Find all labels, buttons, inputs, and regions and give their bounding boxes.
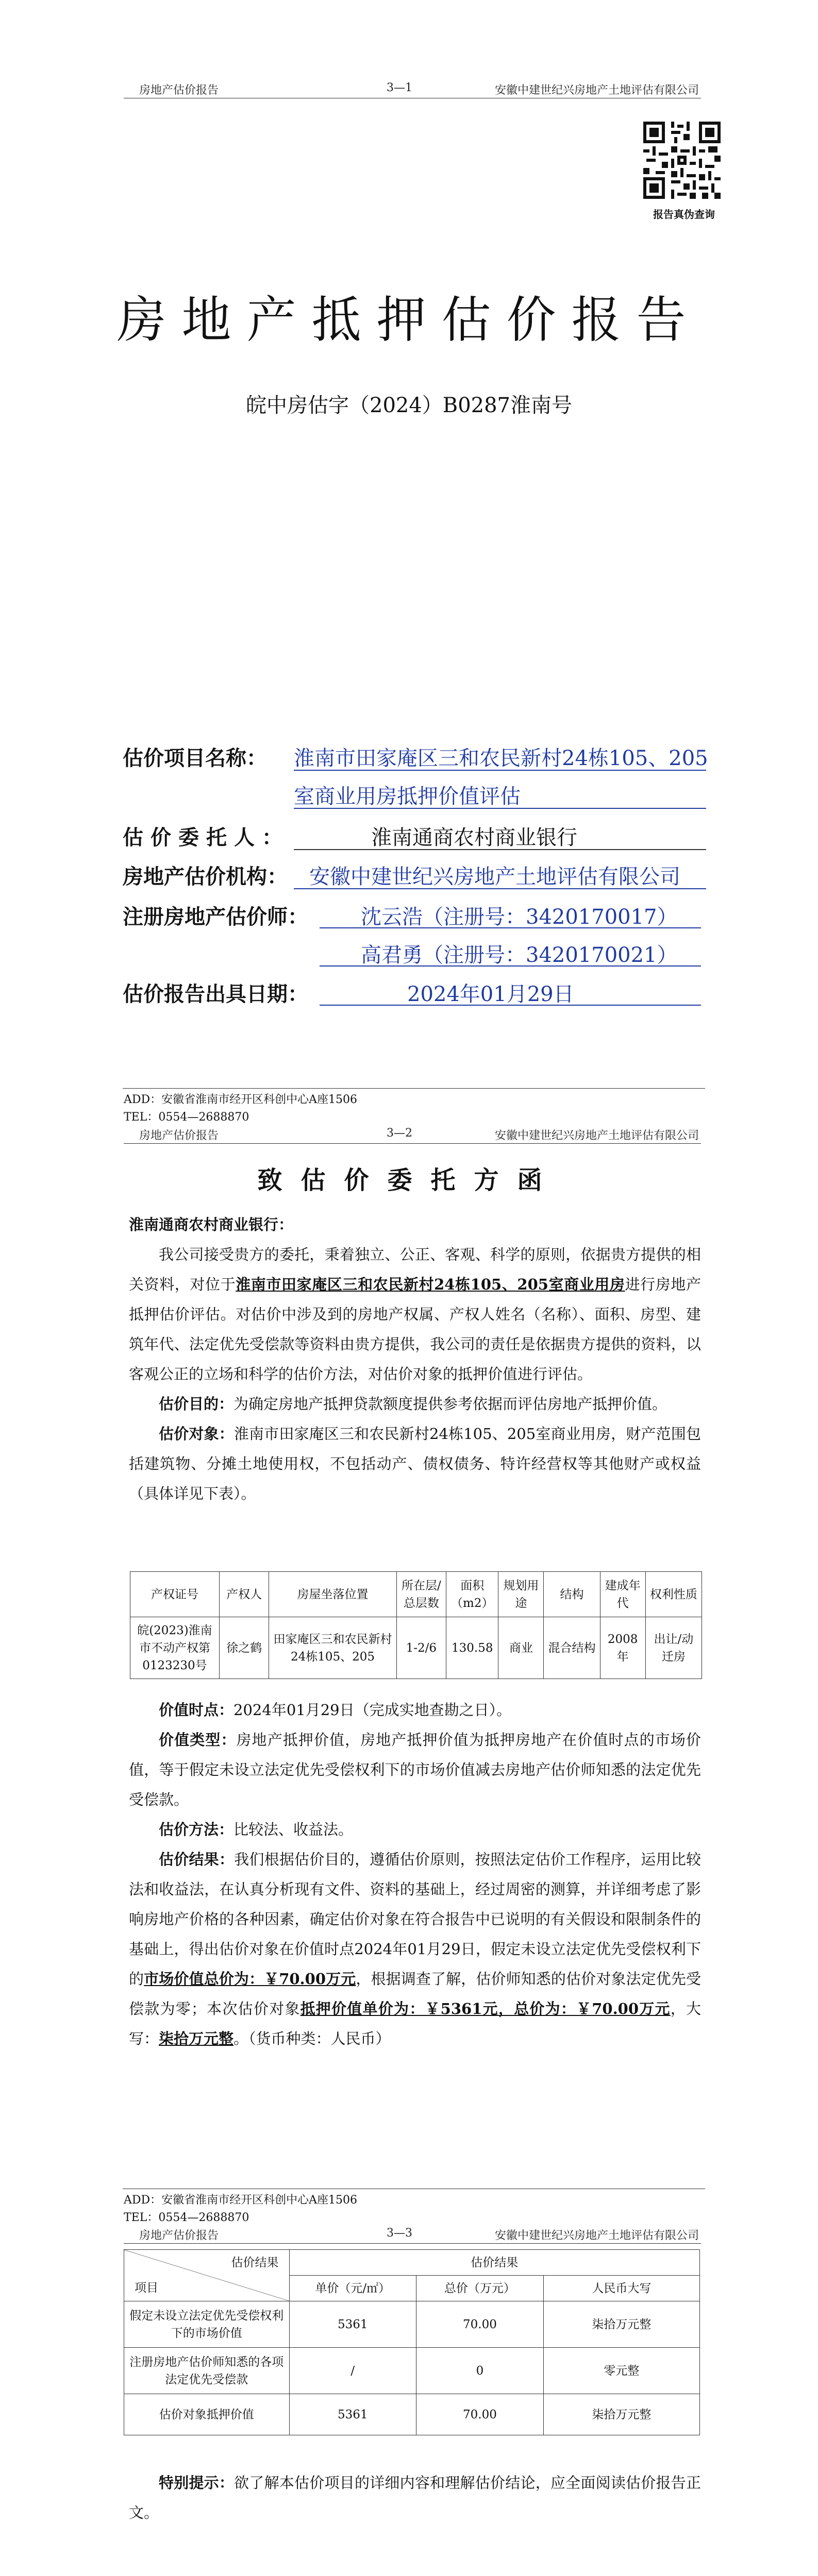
type-paragraph: 价值类型：房地产抵押价值，房地产抵押价值为抵押房地产在价值时点的市场价值，等于假定未设立法定优先受偿权利下的市场价值减去房地产估价师知悉的法定优先受偿款。: [129, 1731, 701, 1808]
table-cell: 商业: [498, 1617, 544, 1679]
property-table: [130, 1571, 702, 1679]
footer-1: [124, 1091, 357, 1126]
table-cell: 130.58: [446, 1617, 498, 1679]
project-label: 估价项目名称：: [123, 746, 267, 770]
table-cell: 柒拾万元整: [543, 2301, 699, 2348]
qr-code-icon[interactable]: [643, 122, 721, 199]
header-left: 房地产估价报告: [139, 1129, 219, 1142]
table-header: 规划用途: [498, 1572, 544, 1617]
footer-tel: TEL：0554—2688870: [124, 1111, 249, 1124]
cover-title: 房地产抵押估价报告: [116, 291, 702, 349]
table-header: 人民币大写: [543, 2276, 699, 2301]
client-value: 淮南通商农村商业银行: [371, 826, 577, 850]
header-right: 安徽中建世纪兴房地产土地评估有限公司: [495, 84, 699, 97]
project-value-line2: 室商业用房抵押价值评估: [294, 785, 521, 808]
header-rule: [124, 1143, 701, 1144]
table-cell: 柒拾万元整: [543, 2394, 699, 2435]
footer-2: [124, 2192, 357, 2227]
market-value: 市场价值总价为：￥70.00万元: [144, 1970, 356, 1988]
date-underline: [320, 1005, 701, 1006]
table-cell: 2008年: [600, 1617, 645, 1679]
table-cell: 假定未设立法定优先受偿权利下的市场价值: [124, 2301, 290, 2348]
table-cell: 70.00: [416, 2394, 544, 2435]
header-right: 安徽中建世纪兴房地产土地评估有限公司: [495, 1129, 699, 1142]
qr-caption: 报告真伪查询: [653, 208, 715, 221]
project-underline-1: [294, 770, 706, 771]
result-table: [124, 2249, 700, 2435]
table-header: 总价（万元）: [416, 2276, 544, 2301]
table-row: [124, 2348, 700, 2394]
table-header: 单价（元/㎡）: [289, 2276, 416, 2301]
table-cell: 5361: [289, 2394, 416, 2435]
group-header: 估价结果: [289, 2250, 700, 2276]
table-cell: 估价对象抵押价值: [124, 2394, 290, 2435]
table-cell: 1-2/6: [396, 1617, 446, 1679]
agency-value: 安徽中建世纪兴房地产土地评估有限公司: [309, 865, 680, 889]
table-cell: 0: [416, 2348, 544, 2394]
table-header: 产权人: [219, 1572, 269, 1617]
table-cell: 田家庵区三和农民新村24栋105、205: [269, 1617, 396, 1679]
table-cell: 徐之鹤: [219, 1617, 269, 1679]
table-header-row: [130, 1572, 702, 1617]
object-paragraph: 估价对象：淮南市田家庵区三和农民新村24栋105、205室商业用房，财产范围包括建筑物、分摊土地使用权，不包括动产、债权债务、特许经营权等其他财产或权益（具体详见下表）。: [129, 1425, 701, 1502]
footer-address: ADD：安徽省淮南市经开区科创中心A座1506: [124, 2194, 358, 2207]
time-paragraph: 价值时点：2024年01月29日（完成实地查勘之日）。: [159, 1701, 512, 1719]
header-rule: [124, 2243, 701, 2244]
header-left: 房地产估价报告: [139, 84, 219, 97]
table-cell: 5361: [289, 2301, 416, 2348]
result-paragraph: 估价结果：我们根据估价目的，遵循估价原则，按照法定估价工作程序，运用比较法和收益法，在认真分析现有文件、资料的基础上，经过周密的测算，并详细考虑了影响房地产价格的各种因素，确定估价对象在符合报告中已说明的有关假设和限制条件的基础上，得出估价对象在价值时点2024年01月29日，假定未设立法定优先受偿权利下的市场价值总价为：￥70.00万元，根据调查了解，估价师知悉的估价对象法定优先受偿款为零；本次估价对象抵押价值单价为：￥5361元，总价为：￥70.00万元，大写：柒拾万元整。（货币种类：人民币）: [129, 1851, 701, 2047]
header-right: 安徽中建世纪兴房地产土地评估有限公司: [495, 2229, 699, 2242]
table-cell: 注册房地产估价师知悉的各项法定优先受偿款: [124, 2348, 290, 2394]
agency-label: 房地产估价机构：: [123, 865, 288, 889]
diag-top-label: 估价结果: [231, 2256, 279, 2269]
appraiser-1: 沈云浩（注册号：3420170017）: [361, 905, 678, 929]
letter-body-2: [129, 1695, 701, 2054]
table-header: 权利性质: [645, 1572, 702, 1617]
client-underline: [294, 849, 706, 850]
footer-tel: TEL：0554—2688870: [124, 2211, 249, 2224]
property-address: 淮南市田家庵区三和农民新村24栋105、205室商业用房: [236, 1276, 625, 1293]
page-number: 3—3: [387, 2227, 412, 2240]
amount-in-words: 柒拾万元整: [159, 2030, 234, 2047]
client-label: 估价委托人：: [123, 825, 290, 850]
table-header: 产权证号: [130, 1572, 220, 1617]
letter-body-1: [129, 1210, 701, 1509]
table-cell: /: [289, 2348, 416, 2394]
project-underline-2: [294, 808, 706, 809]
page-number: 3—2: [387, 1127, 412, 1140]
table-header: 建成年代: [600, 1572, 645, 1617]
table-header: 所在层/总层数: [396, 1572, 446, 1617]
appraiser-2: 高君勇（注册号：3420170021）: [361, 943, 678, 967]
table-cell: 70.00: [416, 2301, 544, 2348]
page-number: 3—1: [387, 81, 412, 94]
header-left: 房地产估价报告: [139, 2229, 219, 2242]
project-value-line1: 淮南市田家庵区三和农民新村24栋105、205: [294, 747, 708, 770]
diagonal-header-cell: [124, 2250, 290, 2301]
table-cell: 零元整: [543, 2348, 699, 2394]
footer-rule-1: [123, 1088, 705, 1089]
appraiser-underline-1: [320, 927, 701, 928]
diag-bottom-label: 项目: [135, 2281, 158, 2295]
agency-underline: [294, 888, 706, 889]
table-header: 结构: [544, 1572, 600, 1617]
date-label: 估价报告出具日期：: [123, 982, 308, 1006]
appraiser-underline-2: [320, 965, 701, 967]
table-header-row: [124, 2250, 700, 2276]
table-row: [124, 2301, 700, 2348]
mortgage-value: 抵押价值单价为：￥5361元，总价为：￥70.00万元: [300, 2000, 671, 2018]
table-cell: 混合结构: [544, 1617, 600, 1679]
table-cell: 出让/动迁房: [645, 1617, 702, 1679]
intro-paragraph: 我公司接受贵方的委托，秉着独立、公正、客观、科学的原则，依据贵方提供的相关资料，对位于淮南市田家庵区三和农民新村24栋105、205室商业用房进行房地产抵押估价评估。对估价中涉及到的房地产权属、产权人姓名（名称）、面积、房型、建筑年代、法定优先受偿款等资料由贵方提供，我公司的责任是依据贵方提供的资料，以客观公正的立场和科学的估价方法，对估价对象的抵押价值进行评估。: [129, 1246, 701, 1383]
tip-paragraph: 特别提示：欲了解本估价项目的详细内容和理解估价结论，应全面阅读估价报告正文。: [129, 2474, 701, 2521]
recipient: 淮南通商农村商业银行：: [129, 1216, 294, 1233]
table-row: [124, 2394, 700, 2435]
table-cell: 皖(2023)淮南市不动产权第0123230号: [130, 1617, 220, 1679]
table-header: 房屋坐落位置: [269, 1572, 396, 1617]
purpose-paragraph: 估价目的：为确定房地产抵押贷款额度提供参考依据而评估房地产抵押价值。: [159, 1395, 667, 1413]
table-header: 面积（m2）: [446, 1572, 498, 1617]
report-number: 皖中房估字（2024）B0287淮南号: [246, 394, 572, 417]
footer-address: ADD：安徽省淮南市经开区科创中心A座1506: [124, 1093, 358, 1106]
appraiser-label: 注册房地产估价师：: [123, 905, 308, 929]
date-value: 2024年01月29日: [407, 982, 574, 1006]
letter-title: 致估价委托方函: [257, 1166, 561, 1195]
method-paragraph: 估价方法：比较法、收益法。: [159, 1821, 354, 1838]
table-row: [130, 1617, 702, 1679]
